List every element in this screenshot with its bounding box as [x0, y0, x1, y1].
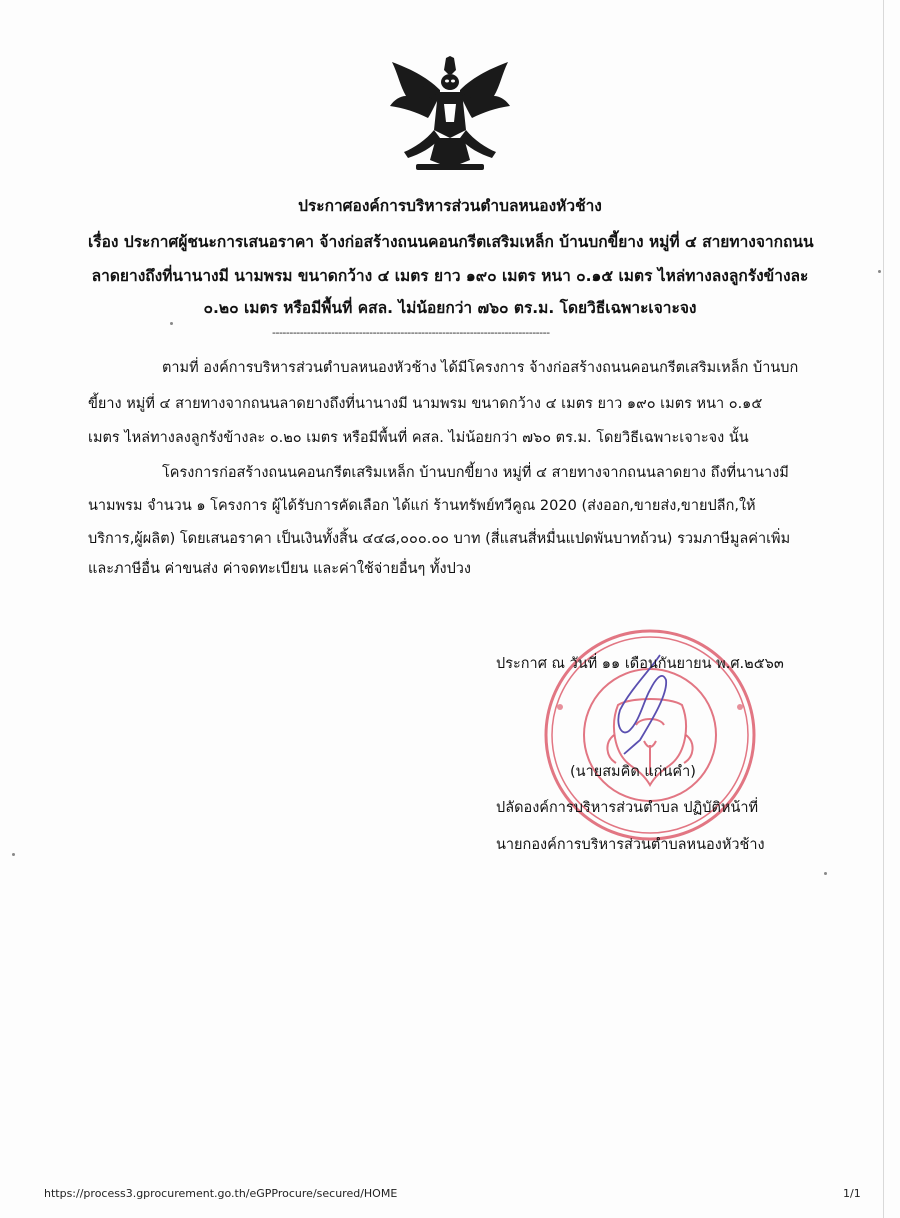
signer-position-2: นายกองค์การบริหารส่วนตำบลหนองหัวช้าง [496, 837, 765, 853]
scan-speck [12, 853, 15, 856]
footer-url: https://process3.gprocurement.go.th/eGPProcure/secured/HOME [44, 1187, 398, 1200]
scan-speck [878, 270, 881, 273]
separator-line: -------------------------------------------------------------------------------- [272, 326, 550, 339]
subject-line-3: ๐.๒๐ เมตร หรือมีพื้นที่ คสล. ไม่น้อยกว่า ๗๖๐ ตร.ม. โดยวิธีเฉพาะเจาะจง [203, 299, 697, 317]
announcement-title: ประกาศองค์การบริหารส่วนตำบลหนองหัวช้าง [298, 197, 602, 215]
scan-speck [170, 322, 173, 325]
paragraph-1-line-1: ตามที่ องค์การบริหารส่วนตำบลหนองหัวช้าง ได้มีโครงการ จ้างก่อสร้างถนนคอนกรีตเสริมเหล็ก บ้านบก [162, 360, 799, 376]
paragraph-2-line-3: บริการ,ผู้ผลิต) โดยเสนอราคา เป็นเงินทั้งสิ้น ๔๔๘,๐๐๐.๐๐ บาท (สี่แสนสี่หมื่นแปดพันบาทถ้วน) รวมภาษีมูลค่าเพิ่ม [88, 531, 791, 547]
garuda-emblem-icon [386, 56, 514, 180]
subject-line-1: เรื่อง ประกาศผู้ชนะการเสนอราคา จ้างก่อสร้างถนนคอนกรีตเสริมเหล็ก บ้านบกขี้ยาง หมู่ที่ ๔ สายทางจากถนน [88, 233, 814, 251]
paragraph-2-line-4: และภาษีอื่น ค่าขนส่ง ค่าจดทะเบียน และค่าใช้จ่ายอื่นๆ ทั้งปวง [88, 561, 471, 577]
paragraph-1-line-3: เมตร ไหล่ทางลงลูกรังข้างละ ๐.๒๐ เมตร หรือมีพื้นที่ คสล. ไม่น้อยกว่า ๗๖๐ ตร.ม. โดยวิธีเฉพาะเจาะจง นั้น [88, 430, 749, 446]
subject-line-2: ลาดยางถึงที่นานางมี นามพรม ขนาดกว้าง ๔ เมตร ยาว ๑๙๐ เมตร หนา ๐.๑๕ เมตร ไหล่ทางลงลูกรังข้างละ [91, 267, 809, 285]
paragraph-1-line-2: ขี้ยาง หมู่ที่ ๔ สายทางจากถนนลาดยางถึงที่นานางมี นามพรม ขนาดกว้าง ๔ เมตร ยาว ๑๙๐ เมตร หนา ๐.๑๕ [88, 396, 763, 412]
paragraph-2-line-1: โครงการก่อสร้างถนนคอนกรีตเสริมเหล็ก บ้านบกขี้ยาง หมู่ที่ ๔ สายทางจากถนนลาดยาง ถึงที่นานางมี [162, 465, 789, 481]
paragraph-2-line-2: นามพรม จำนวน ๑ โครงการ ผู้ได้รับการคัดเลือก ได้แก่ ร้านทรัพย์ทวีคูณ 2020 (ส่งออก,ขายส่ง,ขายปลีก,ให้ [88, 498, 756, 514]
page-number: 1/1 [843, 1187, 861, 1200]
announce-date: ประกาศ ณ วันที่ ๑๑ เดือนกันยายน พ.ศ.๒๕๖๓ [496, 656, 784, 672]
scan-speck [824, 872, 827, 875]
scan-edge [883, 0, 884, 1218]
signer-name: (นายสมคิด แก่นคำ) [570, 764, 696, 780]
signer-position-1: ปลัดองค์การบริหารส่วนตำบล ปฏิบัติหน้าที่ [496, 800, 759, 816]
